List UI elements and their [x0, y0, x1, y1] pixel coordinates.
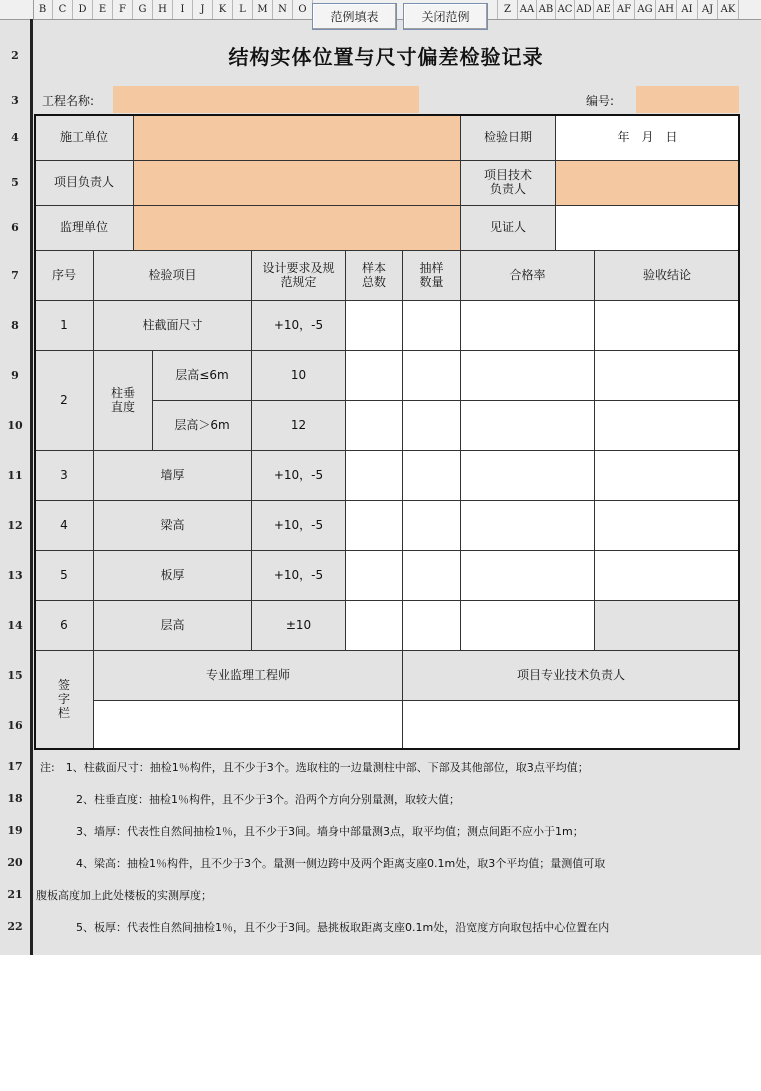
frozen-pane-divider: [30, 19, 33, 955]
column-header[interactable]: L: [233, 0, 253, 19]
row-header[interactable]: 14: [7, 618, 23, 632]
supervision-unit-label: 监理单位: [34, 205, 134, 251]
row-seq: 5: [34, 550, 94, 601]
sample-total-input[interactable]: [345, 500, 403, 551]
row-item: 墙厚: [93, 450, 252, 501]
inspection-date-label: 检验日期: [460, 115, 556, 161]
column-header[interactable]: O: [293, 0, 313, 19]
row-header[interactable]: 21: [7, 887, 23, 901]
header-pass-rate: 合格率: [460, 250, 595, 301]
conclusion-input[interactable]: [594, 300, 740, 351]
pass-rate-input[interactable]: [460, 450, 595, 501]
header-item: 检验项目: [93, 250, 252, 301]
row-seq: 6: [34, 600, 94, 651]
witness-input[interactable]: [555, 205, 740, 251]
row-header[interactable]: 3: [11, 93, 19, 107]
row-item: 柱截面尺寸: [93, 300, 252, 351]
sample-total-input[interactable]: [345, 400, 403, 451]
row-header[interactable]: 16: [7, 718, 23, 732]
conclusion-input[interactable]: [594, 500, 740, 551]
conclusion-input[interactable]: [594, 400, 740, 451]
column-header[interactable]: G: [133, 0, 153, 19]
witness-label: 见证人: [460, 205, 556, 251]
column-header[interactable]: C: [53, 0, 73, 19]
supervisor-label: 专业监理工程师: [93, 650, 403, 701]
sample-count-input[interactable]: [402, 400, 461, 451]
row-item: 梁高: [93, 500, 252, 551]
pass-rate-input[interactable]: [460, 350, 595, 401]
column-header[interactable]: K: [213, 0, 233, 19]
row-header[interactable]: 15: [7, 668, 23, 682]
column-header[interactable]: N: [273, 0, 293, 19]
pass-rate-input[interactable]: [460, 600, 595, 651]
sample-count-input[interactable]: [402, 450, 461, 501]
tech-lead-signature-input[interactable]: [402, 700, 740, 750]
row-header[interactable]: 6: [11, 221, 19, 234]
column-header[interactable]: I: [173, 0, 193, 19]
conclusion-input[interactable]: [594, 600, 740, 651]
row-header[interactable]: 11: [7, 468, 23, 482]
row-item: 板厚: [93, 550, 252, 601]
column-header[interactable]: AJ: [698, 0, 718, 19]
row-header[interactable]: 18: [7, 791, 23, 805]
row-spec: +10，-5: [251, 500, 346, 551]
row-seq: 2: [34, 350, 94, 451]
row-subitem: 层高≤6m: [152, 350, 252, 401]
row-header[interactable]: 17: [7, 759, 23, 773]
header-seq: 序号: [34, 250, 94, 301]
row-spec: ±10: [251, 600, 346, 651]
fill-example-button[interactable]: 范例填表: [312, 3, 397, 30]
column-header[interactable]: F: [113, 0, 133, 19]
note-line: 4、梁高：抽检1％构件，且不少于3个。量测一侧边跨中及两个距离支座0.1m处，取3个平均值；量测值可取: [76, 857, 606, 870]
column-header[interactable]: AK: [718, 0, 739, 19]
row-header[interactable]: 22: [7, 919, 23, 933]
column-header[interactable]: E: [93, 0, 113, 19]
row-spec: +10，-5: [251, 300, 346, 351]
sample-count-input[interactable]: [402, 300, 461, 351]
project-name-label: 工程名称:: [42, 93, 95, 108]
row-header[interactable]: 8: [11, 318, 19, 332]
project-manager-label: 项目负责人: [34, 160, 134, 206]
column-header[interactable]: AI: [677, 0, 698, 19]
header-sample-total: 样本 总数: [345, 250, 403, 301]
supervision-unit-input[interactable]: [133, 205, 461, 251]
row-group: 柱垂 直度: [93, 350, 153, 451]
row-header[interactable]: 13: [7, 568, 23, 582]
pass-rate-input[interactable]: [460, 500, 595, 551]
page-title: 结构实体位置与尺寸偏差检验记录: [228, 45, 544, 69]
project-name-input[interactable]: [113, 86, 419, 113]
row-subitem: 层高＞6m: [152, 400, 252, 451]
sample-count-input[interactable]: [402, 550, 461, 601]
construction-unit-input[interactable]: [133, 115, 461, 161]
sample-total-input[interactable]: [345, 450, 403, 501]
row-header[interactable]: 2: [11, 49, 19, 62]
column-header[interactable]: AB: [537, 0, 556, 19]
supervisor-signature-input[interactable]: [93, 700, 403, 750]
row-seq: 1: [34, 300, 94, 351]
tech-manager-input[interactable]: [555, 160, 740, 206]
select-all-corner[interactable]: [0, 0, 34, 19]
construction-unit-label: 施工单位: [34, 115, 134, 161]
column-header[interactable]: AC: [556, 0, 575, 19]
row-header[interactable]: 19: [7, 823, 23, 837]
note-line: 腹板高度加上此处楼板的实测厚度；: [36, 889, 212, 902]
pass-rate-input[interactable]: [460, 550, 595, 601]
header-design: 设计要求及规 范规定: [251, 250, 346, 301]
column-header[interactable]: AF: [614, 0, 635, 19]
note-line: 3、墙厚：代表性自然间抽检1％，且不少于3间。墙身中部量测3点，取平均值；测点间距不应小于1m；: [76, 825, 584, 838]
signature-label: 签 字 栏: [34, 650, 94, 750]
tech-manager-label: 项目技术 负责人: [460, 160, 556, 206]
note-line: 注: 1、柱截面尺寸：抽检1％构件，且不少于3个。选取柱的一边量测柱中部、下部及其他部位，取3点平均值；: [40, 761, 589, 774]
column-header[interactable]: Z: [498, 0, 518, 19]
inspection-date-input[interactable]: 年 月 日: [555, 115, 740, 161]
number-input[interactable]: [636, 86, 739, 113]
sample-count-input[interactable]: [402, 600, 461, 651]
column-header[interactable]: M: [253, 0, 273, 19]
pass-rate-input[interactable]: [460, 400, 595, 451]
row-header[interactable]: 9: [11, 368, 19, 382]
header-sample-count: 抽样 数量: [402, 250, 461, 301]
column-header[interactable]: J: [193, 0, 213, 19]
column-header[interactable]: AE: [594, 0, 614, 19]
column-header[interactable]: D: [73, 0, 93, 19]
sample-count-input[interactable]: [402, 350, 461, 401]
sample-total-input[interactable]: [345, 300, 403, 351]
pass-rate-input[interactable]: [460, 300, 595, 351]
column-header[interactable]: B: [33, 0, 53, 19]
note-line: 5、板厚：代表性自然间抽检1％，且不少于3间。悬挑板取距离支座0.1m处，沿宽度方向取包括中心位置在内: [76, 921, 610, 934]
row-seq: 3: [34, 450, 94, 501]
sample-count-input[interactable]: [402, 500, 461, 551]
row-spec: 12: [251, 400, 346, 451]
note-line: 2、柱垂直度：抽检1％构件，且不少于3个。沿两个方向分别量测，取较大值；: [76, 793, 460, 806]
conclusion-input[interactable]: [594, 350, 740, 401]
row-header[interactable]: 12: [7, 518, 23, 532]
row-spec: 10: [251, 350, 346, 401]
sample-total-input[interactable]: [345, 600, 403, 651]
row-header[interactable]: 20: [7, 855, 23, 869]
conclusion-input[interactable]: [594, 550, 740, 601]
row-header[interactable]: 5: [11, 176, 19, 189]
row-seq: 4: [34, 500, 94, 551]
close-example-button[interactable]: 关闭范例: [403, 3, 488, 30]
row-spec: +10，-5: [251, 550, 346, 601]
row-header[interactable]: 4: [11, 131, 19, 144]
row-spec: +10，-5: [251, 450, 346, 501]
column-header[interactable]: H: [153, 0, 173, 19]
conclusion-input[interactable]: [594, 450, 740, 501]
column-header[interactable]: AD: [575, 0, 594, 19]
number-label: 编号:: [586, 93, 615, 108]
sample-total-input[interactable]: [345, 350, 403, 401]
project-manager-input[interactable]: [133, 160, 461, 206]
column-header[interactable]: AA: [518, 0, 537, 19]
tech-lead-label: 项目专业技术负责人: [402, 650, 740, 701]
column-header[interactable]: AG: [635, 0, 656, 19]
row-item: 层高: [93, 600, 252, 651]
row-header[interactable]: 10: [7, 418, 23, 432]
row-header[interactable]: 7: [11, 268, 19, 282]
column-header[interactable]: AH: [656, 0, 677, 19]
header-conclusion: 验收结论: [594, 250, 740, 301]
sample-total-input[interactable]: [345, 550, 403, 601]
